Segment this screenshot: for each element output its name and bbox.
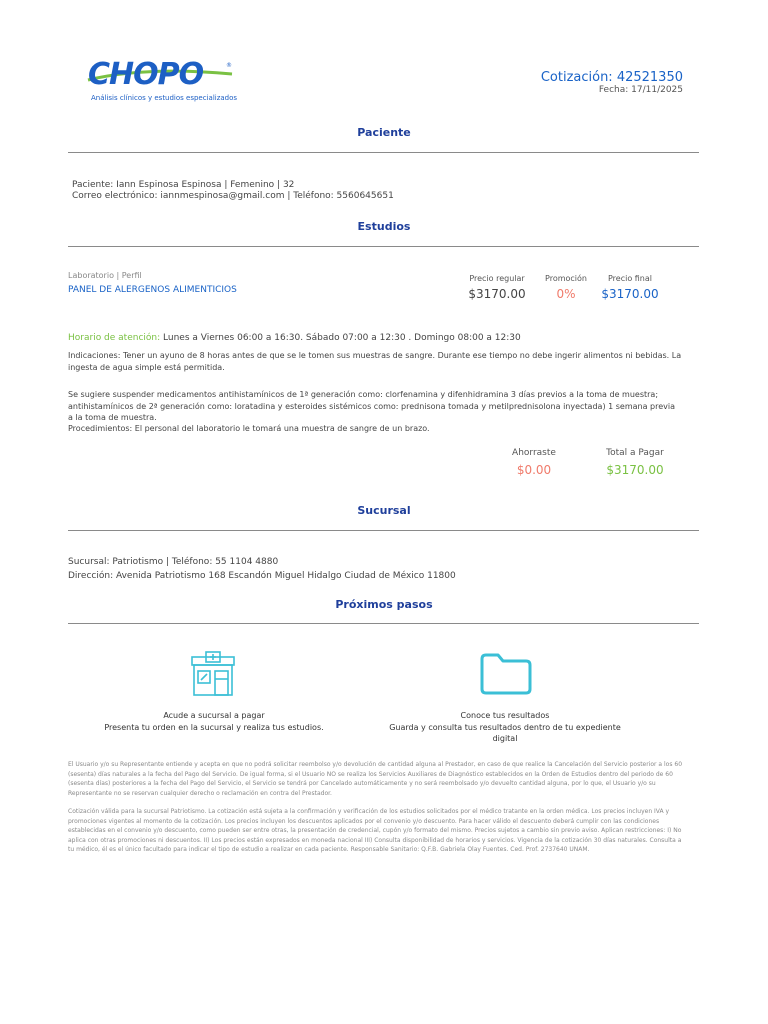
step-pay-desc: Presenta tu orden en la sucursal y realiza tus estudios. xyxy=(104,723,324,732)
regular-price: $3170.00 xyxy=(468,287,526,301)
section-title-next-steps: Próximos pasos xyxy=(335,598,433,611)
study-category: Laboratorio | Perfil xyxy=(68,271,142,280)
study-name: PANEL DE ALERGENOS ALIMENTICIOS xyxy=(68,285,237,295)
divider xyxy=(68,152,699,153)
step-pay-title: Acude a sucursal a pagar xyxy=(163,711,265,720)
indications-line: Indicaciones: Tener un ayuno de 8 horas antes de que se le tomen sus muestras de sangre. Durante ese tiempo no debe ingerir alimentos ni bebidas. La xyxy=(68,351,682,360)
legal-line: establecidas en el convenio y/o descuento, como pueden ser entre otras, la presentación de credencial, cupón y/o formato del mismo. Precios sujetos a cambio sin previo aviso. Aplican restricciones: I) No xyxy=(68,827,682,834)
folder-icon xyxy=(480,653,532,695)
chopo-logo xyxy=(88,57,248,106)
legal-line: promociones vigentes al momento de la cotización. Los precios incluyen los descuentos aplicados por el convenio y/o descuento. Para hacer válido el descuento deberá cumplir con las condiciones xyxy=(68,817,660,825)
col-promotion: Promoción xyxy=(545,274,587,283)
logo-wordmark: CHOPO xyxy=(88,57,204,92)
legal-refund-policy xyxy=(68,760,700,798)
patient-info: Paciente: Iann Espinosa Espinosa | Femenino | 32 xyxy=(72,180,295,190)
legal-line: aplica con otras promociones ni descuentos. II) Los precios están expresados en moneda nacional III) Consulta disponibilidad de horarios y servicios. Vigencia de la cotización 30 días naturales. Consulta a xyxy=(68,836,682,844)
legal-line: tu médico, él es el único facultado para indicar el tipo de estudio a realizar en cada paciente. Responsable Sanitario: Q.F.B. Gabriela Olay Fuentes. Ced. Prof. 2737640 UNAM. xyxy=(68,846,590,853)
col-final-price: Precio final xyxy=(607,274,652,283)
building-icon xyxy=(189,651,237,697)
divider xyxy=(68,246,699,247)
legal-line: Representante no se reservan cualquier derecho o reclamación en contra del Prestador. xyxy=(68,789,332,797)
branch-info: Sucursal: Patriotismo | Teléfono: 55 1104 4880 xyxy=(68,557,279,567)
quote-number: Cotización: 42521350 xyxy=(540,70,683,85)
indications-line: ingesta de agua simple está permitida. xyxy=(68,363,225,372)
divider xyxy=(68,530,699,531)
total-label: Total a Pagar xyxy=(606,448,664,458)
legal-line: El Usuario y/o su Representante entiende y acepta en que no podrá solicitar reembolso y/o devolución de cantidad alguna al Prestador, en caso de que realice la Cancelación del Servicio posterior a los 60 xyxy=(68,761,683,768)
patient-contact: Correo electrónico: iannmespinosa@gmail.com | Teléfono: 5560645651 xyxy=(72,191,394,201)
logo-registered-mark: ® xyxy=(226,62,232,69)
hours-value: Lunes a Viernes 06:00 a 16:30. Sábado 07:00 a 12:30 . Domingo 08:00 a 12:30 xyxy=(163,333,521,343)
legal-quote-validity xyxy=(68,807,700,855)
suggestion-line: antihistamínicos de 2ª generación como: loratadina y esteroides sistémicos como: prednisona tomada y metilprednisolona inyectada) 1 semana previa xyxy=(68,402,676,411)
quote-date: Fecha: 17/11/2025 xyxy=(598,85,683,95)
procedure-text: Procedimientos: El personal del laboratorio le tomará una muestra de sangre de un brazo. xyxy=(68,424,430,433)
opening-hours xyxy=(68,333,521,343)
suggestion-line: a la toma de muestra. xyxy=(68,413,157,422)
saved-value: $0.00 xyxy=(516,463,552,477)
hours-label: Horario de atención: xyxy=(68,333,161,343)
total-value: $3170.00 xyxy=(606,463,664,477)
step-results-desc: Guarda y consulta tus resultados dentro de tu expediente xyxy=(389,723,621,732)
section-title-patient: Paciente xyxy=(357,126,411,139)
step-results-desc: digital xyxy=(492,734,518,743)
legal-line: (sesenta días) posteriores a la fecha del Pago del Servicio, el Servicio se tendrá por Cancelado automáticamente y no será reembolsado y/o devuelto cantidad alguna, por lo que, el Usuario y/o su xyxy=(68,780,656,787)
final-price: $3170.00 xyxy=(601,287,659,301)
saved-label: Ahorraste xyxy=(512,448,556,458)
logo-tagline: Análisis clínicos y estudios especializados xyxy=(91,94,238,102)
suggestion-line: Se sugiere suspender medicamentos antihistamínicos de 1ª generación como: clorfenamina y difenhidramina 3 días previos a la toma de muestra; xyxy=(68,390,659,399)
legal-line: (sesenta) días naturales a la fecha del Pago del Servicio. De igual forma, si el Usuario NO se realiza los Servicios Auxiliares de Diagnóstico establecidos en la Orden de Estudios dentro del periodo de 60 xyxy=(68,770,673,778)
section-title-studies: Estudios xyxy=(357,220,411,233)
col-regular-price: Precio regular xyxy=(469,274,525,283)
section-title-branch: Sucursal xyxy=(357,504,411,517)
legal-line: Cotización válida para la sucursal Patriotismo. La cotización está sujeta a la confirmación y verificación de los estudios solicitados por el médico tratante en la orden médica. Los precios incluyen IVA y xyxy=(68,808,670,815)
step-results-title: Conoce tus resultados xyxy=(460,711,550,720)
divider xyxy=(68,623,699,624)
branch-address: Dirección: Avenida Patriotismo 168 Escandón Miguel Hidalgo Ciudad de México 11800 xyxy=(68,571,456,581)
promotion-value: 0% xyxy=(556,287,576,301)
